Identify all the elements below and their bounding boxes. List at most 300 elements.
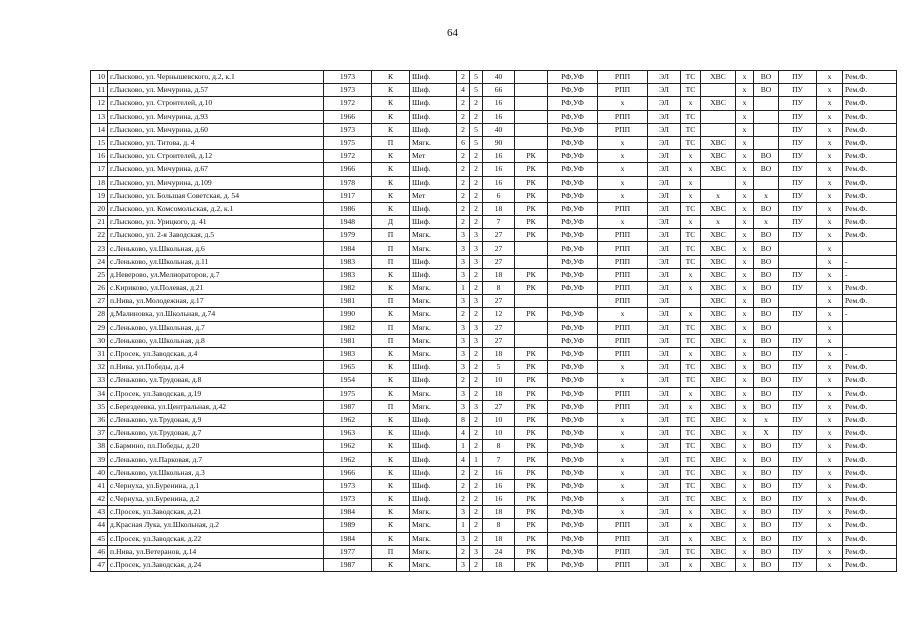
cell-col-x2: х bbox=[817, 361, 843, 374]
table-row bbox=[91, 242, 897, 255]
cell-col-x1: х bbox=[736, 229, 754, 242]
cell-year-built: 1973 bbox=[324, 71, 372, 84]
cell-row-number: 16 bbox=[91, 150, 108, 163]
cell-col-ts: х bbox=[681, 532, 701, 545]
cell-col-rpp: х bbox=[598, 427, 648, 440]
cell-row-number: 12 bbox=[91, 97, 108, 110]
cell-col-hvs: ХВС bbox=[701, 282, 736, 295]
cell-col-pu: ПУ bbox=[779, 440, 817, 453]
cell-col-rk: РК bbox=[515, 202, 548, 215]
cell-col-el: ЭЛ bbox=[648, 361, 681, 374]
cell-row-number: 47 bbox=[91, 558, 108, 571]
cell-col-ts: ТС bbox=[681, 136, 701, 149]
cell-col-rk: РК bbox=[515, 150, 548, 163]
cell-roof-type: Мягк. bbox=[410, 519, 457, 532]
cell-col-x1: х bbox=[736, 506, 754, 519]
cell-col-x1: х bbox=[736, 268, 754, 281]
cell-entrances: 2 bbox=[457, 123, 470, 136]
cell-year-built: 1981 bbox=[324, 295, 372, 308]
cell-col-rpp: х bbox=[598, 97, 648, 110]
cell-col-pu: ПУ bbox=[779, 268, 817, 281]
cell-wall-material: К bbox=[372, 163, 410, 176]
cell-col-vo bbox=[754, 136, 779, 149]
cell-col-hvs: ХВС bbox=[701, 321, 736, 334]
cell-col-rem: Рем.Ф. bbox=[843, 282, 897, 295]
cell-wall-material: П bbox=[372, 229, 410, 242]
cell-wall-material: П bbox=[372, 545, 410, 558]
cell-col-el: ЭЛ bbox=[648, 84, 681, 97]
cell-col-el: ЭЛ bbox=[648, 400, 681, 413]
cell-col-x1: х bbox=[736, 440, 754, 453]
cell-wall-material: К bbox=[372, 84, 410, 97]
cell-col-ts: х bbox=[681, 519, 701, 532]
cell-col-rpp: РПП bbox=[598, 545, 648, 558]
cell-address: п.Нива, ул.Победы, д.4 bbox=[108, 361, 324, 374]
cell-col-x1: х bbox=[736, 123, 754, 136]
table-row bbox=[91, 453, 897, 466]
cell-col-x2: х bbox=[817, 84, 843, 97]
cell-col-pu: ПУ bbox=[779, 123, 817, 136]
cell-col-x1: х bbox=[736, 295, 754, 308]
cell-col-ts: ТС bbox=[681, 334, 701, 347]
cell-col-vo: ВО bbox=[754, 163, 779, 176]
cell-wall-material: Д bbox=[372, 216, 410, 229]
cell-row-number: 25 bbox=[91, 268, 108, 281]
cell-wall-material: К bbox=[372, 506, 410, 519]
cell-roof-type: Шиф. bbox=[410, 163, 457, 176]
cell-col-rf-uf: РФ,УФ bbox=[548, 347, 598, 360]
cell-col-vo: ВО bbox=[754, 347, 779, 360]
cell-row-number: 34 bbox=[91, 387, 108, 400]
cell-col-el: ЭЛ bbox=[648, 176, 681, 189]
cell-wall-material: П bbox=[372, 400, 410, 413]
cell-col-rpp: РПП bbox=[598, 558, 648, 571]
cell-col-rk: РК bbox=[515, 361, 548, 374]
cell-col-rk: РК bbox=[515, 176, 548, 189]
cell-col-rpp: х bbox=[598, 308, 648, 321]
cell-row-number: 20 bbox=[91, 202, 108, 215]
cell-col-rk: РК bbox=[515, 374, 548, 387]
table-row bbox=[91, 387, 897, 400]
cell-entrances: 3 bbox=[457, 242, 470, 255]
cell-col-hvs: ХВС bbox=[701, 150, 736, 163]
cell-address: г.Лысково, ул. Мичурина, д.109 bbox=[108, 176, 324, 189]
cell-col-pu: ПУ bbox=[779, 136, 817, 149]
cell-col-rk: РК bbox=[515, 347, 548, 360]
cell-entrances: 3 bbox=[457, 268, 470, 281]
cell-entrances: 2 bbox=[457, 466, 470, 479]
cell-address: с.Просек, ул.Заводская, д.4 bbox=[108, 347, 324, 360]
cell-col-x1: х bbox=[736, 532, 754, 545]
cell-col-rf-uf: РФ,УФ bbox=[548, 479, 598, 492]
cell-entrances: 1 bbox=[457, 282, 470, 295]
cell-year-built: 1983 bbox=[324, 255, 372, 268]
cell-floors: 3 bbox=[470, 255, 483, 268]
cell-col-x2: х bbox=[817, 229, 843, 242]
cell-col-rem bbox=[843, 321, 897, 334]
cell-col-pu: ПУ bbox=[779, 545, 817, 558]
cell-col-el: ЭЛ bbox=[648, 282, 681, 295]
cell-wall-material: К bbox=[372, 71, 410, 84]
cell-row-number: 36 bbox=[91, 413, 108, 426]
cell-col-rf-uf: РФ,УФ bbox=[548, 255, 598, 268]
cell-col-x1: х bbox=[736, 466, 754, 479]
cell-roof-type: Шиф. bbox=[410, 374, 457, 387]
cell-year-built: 1962 bbox=[324, 453, 372, 466]
cell-apartments: 8 bbox=[483, 282, 515, 295]
cell-apartments: 66 bbox=[483, 84, 515, 97]
cell-col-ts: ТС bbox=[681, 229, 701, 242]
cell-row-number: 19 bbox=[91, 189, 108, 202]
cell-address: г.Лысково, ул. Чернышевского, д.2, к.1 bbox=[108, 71, 324, 84]
table-row bbox=[91, 545, 897, 558]
cell-floors: 2 bbox=[470, 202, 483, 215]
cell-col-rpp: РПП bbox=[598, 347, 648, 360]
cell-col-ts: ТС bbox=[681, 255, 701, 268]
cell-apartments: 16 bbox=[483, 176, 515, 189]
cell-col-rf-uf: РФ,УФ bbox=[548, 202, 598, 215]
cell-row-number: 28 bbox=[91, 308, 108, 321]
cell-col-x2: х bbox=[817, 519, 843, 532]
cell-roof-type: Шиф. bbox=[410, 493, 457, 506]
cell-wall-material: К bbox=[372, 268, 410, 281]
cell-col-rf-uf bbox=[548, 295, 598, 308]
cell-year-built: 1977 bbox=[324, 545, 372, 558]
cell-col-vo: ВО bbox=[754, 519, 779, 532]
cell-col-rk bbox=[515, 97, 548, 110]
cell-apartments: 27 bbox=[483, 242, 515, 255]
cell-col-rk: РК bbox=[515, 558, 548, 571]
cell-col-hvs: ХВС bbox=[701, 334, 736, 347]
cell-col-ts: х bbox=[681, 558, 701, 571]
cell-col-hvs: ХВС bbox=[701, 97, 736, 110]
cell-year-built: 1973 bbox=[324, 493, 372, 506]
table-row bbox=[91, 268, 897, 281]
cell-wall-material: К bbox=[372, 202, 410, 215]
cell-col-x2: х bbox=[817, 163, 843, 176]
cell-col-vo: ВО bbox=[754, 334, 779, 347]
cell-year-built: 1990 bbox=[324, 308, 372, 321]
cell-col-pu: ПУ bbox=[779, 558, 817, 571]
cell-col-vo: ВО bbox=[754, 400, 779, 413]
cell-floors: 2 bbox=[470, 361, 483, 374]
cell-col-hvs: ХВС bbox=[701, 427, 736, 440]
cell-address: с.Леньково, ул.Школьная, д.6 bbox=[108, 242, 324, 255]
cell-address: г.Лысково, ул. Мичурина, д.93 bbox=[108, 110, 324, 123]
cell-col-pu: ПУ bbox=[779, 347, 817, 360]
cell-col-rk: РК bbox=[515, 493, 548, 506]
cell-row-number: 15 bbox=[91, 136, 108, 149]
cell-wall-material: К bbox=[372, 387, 410, 400]
cell-col-rf-uf: РФ,УФ bbox=[548, 84, 598, 97]
cell-address: с.Леньково, ул.Трудовая, д.9 bbox=[108, 413, 324, 426]
cell-col-rem bbox=[843, 242, 897, 255]
cell-col-x2: х bbox=[817, 334, 843, 347]
cell-col-ts: ТС bbox=[681, 479, 701, 492]
cell-col-hvs: х bbox=[701, 216, 736, 229]
cell-col-rem: Рем.Ф. bbox=[843, 71, 897, 84]
cell-apartments: 18 bbox=[483, 558, 515, 571]
cell-col-rk: РК bbox=[515, 163, 548, 176]
cell-col-rem: Рем.Ф. bbox=[843, 216, 897, 229]
cell-apartments: 16 bbox=[483, 493, 515, 506]
cell-roof-type: Шиф. bbox=[410, 427, 457, 440]
cell-col-rem: Рем.Ф. bbox=[843, 519, 897, 532]
cell-entrances: 2 bbox=[457, 163, 470, 176]
cell-col-rf-uf: РФ,УФ bbox=[548, 97, 598, 110]
cell-address: с.Чернуха, ул.Буренина, д.1 bbox=[108, 479, 324, 492]
cell-wall-material: К bbox=[372, 361, 410, 374]
cell-col-rf-uf: РФ,УФ bbox=[548, 558, 598, 571]
cell-year-built: 1973 bbox=[324, 123, 372, 136]
cell-year-built: 1978 bbox=[324, 176, 372, 189]
cell-entrances: 2 bbox=[457, 545, 470, 558]
cell-col-pu: ПУ bbox=[779, 110, 817, 123]
cell-col-vo: ВО bbox=[754, 558, 779, 571]
cell-col-hvs: ХВС bbox=[701, 466, 736, 479]
cell-row-number: 32 bbox=[91, 361, 108, 374]
cell-col-hvs: ХВС bbox=[701, 136, 736, 149]
cell-apartments: 10 bbox=[483, 374, 515, 387]
cell-wall-material: К bbox=[372, 189, 410, 202]
cell-col-el: ЭЛ bbox=[648, 150, 681, 163]
cell-col-x2: х bbox=[817, 466, 843, 479]
cell-entrances: 2 bbox=[457, 110, 470, 123]
cell-col-el: ЭЛ bbox=[648, 268, 681, 281]
cell-year-built: 1966 bbox=[324, 163, 372, 176]
cell-col-pu: ПУ bbox=[779, 361, 817, 374]
cell-col-pu: ПУ bbox=[779, 229, 817, 242]
cell-col-vo: ВО bbox=[754, 361, 779, 374]
cell-floors: 2 bbox=[470, 519, 483, 532]
cell-roof-type: Мягк. bbox=[410, 506, 457, 519]
cell-col-rpp: х bbox=[598, 479, 648, 492]
cell-col-pu: ПУ bbox=[779, 387, 817, 400]
cell-year-built: 1986 bbox=[324, 202, 372, 215]
cell-col-hvs: ХВС bbox=[701, 163, 736, 176]
cell-wall-material: П bbox=[372, 136, 410, 149]
cell-col-el: ЭЛ bbox=[648, 466, 681, 479]
cell-col-hvs bbox=[701, 84, 736, 97]
cell-row-number: 30 bbox=[91, 334, 108, 347]
cell-col-x2: х bbox=[817, 176, 843, 189]
cell-apartments: 27 bbox=[483, 400, 515, 413]
cell-col-x2: х bbox=[817, 268, 843, 281]
cell-col-rf-uf: РФ,УФ bbox=[548, 532, 598, 545]
cell-col-hvs: ХВС bbox=[701, 558, 736, 571]
table-row bbox=[91, 558, 897, 571]
cell-apartments: 18 bbox=[483, 347, 515, 360]
cell-col-rem: Рем.Ф. bbox=[843, 110, 897, 123]
cell-floors: 5 bbox=[470, 84, 483, 97]
cell-col-rpp: х bbox=[598, 413, 648, 426]
cell-col-rf-uf: РФ,УФ bbox=[548, 216, 598, 229]
cell-col-x1: х bbox=[736, 427, 754, 440]
cell-col-x1: х bbox=[736, 361, 754, 374]
cell-col-el: ЭЛ bbox=[648, 255, 681, 268]
cell-col-rpp: РПП bbox=[598, 229, 648, 242]
cell-col-rk bbox=[515, 295, 548, 308]
cell-address: с.Просек, ул.Заводская, д.19 bbox=[108, 387, 324, 400]
cell-col-rpp: РПП bbox=[598, 387, 648, 400]
cell-col-rf-uf: РФ,УФ bbox=[548, 506, 598, 519]
cell-col-vo: ВО bbox=[754, 532, 779, 545]
cell-col-vo: ВО bbox=[754, 295, 779, 308]
cell-floors: 2 bbox=[470, 440, 483, 453]
cell-col-rk: РК bbox=[515, 387, 548, 400]
cell-col-hvs: ХВС bbox=[701, 453, 736, 466]
cell-apartments: 18 bbox=[483, 506, 515, 519]
cell-floors: 2 bbox=[470, 282, 483, 295]
cell-col-rpp: РПП bbox=[598, 110, 648, 123]
cell-wall-material: К bbox=[372, 110, 410, 123]
cell-wall-material: П bbox=[372, 255, 410, 268]
cell-col-el: ЭЛ bbox=[648, 216, 681, 229]
table-row bbox=[91, 493, 897, 506]
cell-row-number: 44 bbox=[91, 519, 108, 532]
cell-address: д.Малиновка, ул.Школьная, д.74 bbox=[108, 308, 324, 321]
cell-row-number: 10 bbox=[91, 71, 108, 84]
cell-col-rk bbox=[515, 84, 548, 97]
cell-row-number: 38 bbox=[91, 440, 108, 453]
table-row bbox=[91, 97, 897, 110]
cell-apartments: 12 bbox=[483, 308, 515, 321]
cell-col-rk: РК bbox=[515, 189, 548, 202]
cell-wall-material: К bbox=[372, 176, 410, 189]
table-row bbox=[91, 374, 897, 387]
cell-col-x1: х bbox=[736, 163, 754, 176]
cell-col-rf-uf: РФ,УФ bbox=[548, 374, 598, 387]
cell-apartments: 40 bbox=[483, 123, 515, 136]
cell-row-number: 27 bbox=[91, 295, 108, 308]
cell-col-ts: ТС bbox=[681, 374, 701, 387]
cell-roof-type: Мягк. bbox=[410, 334, 457, 347]
cell-col-ts: ТС bbox=[681, 71, 701, 84]
cell-col-rem bbox=[843, 334, 897, 347]
cell-col-vo: ВО bbox=[754, 150, 779, 163]
cell-col-rf-uf: РФ,УФ bbox=[548, 308, 598, 321]
cell-year-built: 1987 bbox=[324, 558, 372, 571]
cell-col-hvs bbox=[701, 123, 736, 136]
cell-col-rf-uf: РФ,УФ bbox=[548, 229, 598, 242]
cell-col-el: ЭЛ bbox=[648, 493, 681, 506]
cell-roof-type: Шиф. bbox=[410, 413, 457, 426]
cell-address: г.Лысково, ул. Большая Советская, д. 54 bbox=[108, 189, 324, 202]
cell-col-ts: х bbox=[681, 216, 701, 229]
cell-col-x1: х bbox=[736, 374, 754, 387]
cell-entrances: 3 bbox=[457, 387, 470, 400]
cell-wall-material: К bbox=[372, 427, 410, 440]
cell-col-rem: Рем.Ф. bbox=[843, 427, 897, 440]
cell-col-hvs: ХВС bbox=[701, 268, 736, 281]
cell-row-number: 29 bbox=[91, 321, 108, 334]
cell-col-rpp: РПП bbox=[598, 321, 648, 334]
table-row bbox=[91, 123, 897, 136]
cell-col-ts: ТС bbox=[681, 440, 701, 453]
cell-entrances: 1 bbox=[457, 440, 470, 453]
cell-col-el: ЭЛ bbox=[648, 295, 681, 308]
cell-col-vo: ВО bbox=[754, 308, 779, 321]
cell-col-vo: ВО bbox=[754, 479, 779, 492]
cell-col-ts: ТС bbox=[681, 123, 701, 136]
cell-row-number: 31 bbox=[91, 347, 108, 360]
cell-row-number: 42 bbox=[91, 493, 108, 506]
cell-col-x1: х bbox=[736, 453, 754, 466]
cell-address: д.Неверово, ул.Мелиораторов, д.7 bbox=[108, 268, 324, 281]
cell-floors: 2 bbox=[470, 413, 483, 426]
cell-col-x1: х bbox=[736, 282, 754, 295]
cell-wall-material: П bbox=[372, 334, 410, 347]
cell-col-hvs: ХВС bbox=[701, 440, 736, 453]
cell-col-vo: х bbox=[754, 189, 779, 202]
cell-col-rk bbox=[515, 136, 548, 149]
cell-col-x1: х bbox=[736, 202, 754, 215]
cell-col-ts: х bbox=[681, 189, 701, 202]
cell-col-rk: РК bbox=[515, 506, 548, 519]
cell-apartments: 7 bbox=[483, 216, 515, 229]
cell-col-hvs: ХВС bbox=[701, 242, 736, 255]
cell-year-built: 1962 bbox=[324, 413, 372, 426]
cell-col-ts: х bbox=[681, 347, 701, 360]
cell-roof-type: Мягк. bbox=[410, 242, 457, 255]
cell-apartments: 16 bbox=[483, 150, 515, 163]
cell-col-x2: х bbox=[817, 123, 843, 136]
cell-floors: 2 bbox=[470, 466, 483, 479]
cell-col-x2: х bbox=[817, 453, 843, 466]
cell-roof-type: Мягк. bbox=[410, 347, 457, 360]
cell-entrances: 4 bbox=[457, 453, 470, 466]
cell-col-rf-uf: РФ,УФ bbox=[548, 400, 598, 413]
cell-col-rem: Рем.Ф. bbox=[843, 136, 897, 149]
cell-entrances: 2 bbox=[457, 374, 470, 387]
cell-floors: 2 bbox=[470, 216, 483, 229]
cell-col-rf-uf: РФ,УФ bbox=[548, 242, 598, 255]
cell-col-pu: ПУ bbox=[779, 202, 817, 215]
cell-wall-material: К bbox=[372, 519, 410, 532]
cell-col-pu: ПУ bbox=[779, 506, 817, 519]
cell-floors: 1 bbox=[470, 453, 483, 466]
cell-col-pu bbox=[779, 242, 817, 255]
cell-year-built: 1987 bbox=[324, 400, 372, 413]
cell-address: с.Бармино, пл.Победы, д.20 bbox=[108, 440, 324, 453]
cell-address: п.Нива, ул.Ветеранов, д.14 bbox=[108, 545, 324, 558]
table-row bbox=[91, 334, 897, 347]
cell-floors: 2 bbox=[470, 493, 483, 506]
cell-col-rem: Рем.Ф. bbox=[843, 189, 897, 202]
cell-year-built: 1965 bbox=[324, 361, 372, 374]
cell-col-rf-uf: РФ,УФ bbox=[548, 136, 598, 149]
cell-address: с.Чернуха, ул.Буренина, д.2 bbox=[108, 493, 324, 506]
cell-col-vo bbox=[754, 97, 779, 110]
cell-roof-type: Шиф. bbox=[410, 71, 457, 84]
cell-col-ts: х bbox=[681, 387, 701, 400]
cell-year-built: 1982 bbox=[324, 282, 372, 295]
cell-wall-material: К bbox=[372, 308, 410, 321]
cell-col-vo: ВО bbox=[754, 229, 779, 242]
cell-col-rem: Рем.Ф. bbox=[843, 532, 897, 545]
cell-entrances: 2 bbox=[457, 216, 470, 229]
cell-year-built: 1981 bbox=[324, 334, 372, 347]
cell-col-rpp: х bbox=[598, 374, 648, 387]
cell-col-pu: ПУ bbox=[779, 308, 817, 321]
cell-col-x2: х bbox=[817, 255, 843, 268]
cell-address: с.Леньково, ул.Школьная, д.8 bbox=[108, 334, 324, 347]
cell-entrances: 1 bbox=[457, 519, 470, 532]
cell-roof-type: Шиф. bbox=[410, 110, 457, 123]
cell-col-x2: х bbox=[817, 71, 843, 84]
table-row bbox=[91, 282, 897, 295]
cell-col-rf-uf: РФ,УФ bbox=[548, 427, 598, 440]
